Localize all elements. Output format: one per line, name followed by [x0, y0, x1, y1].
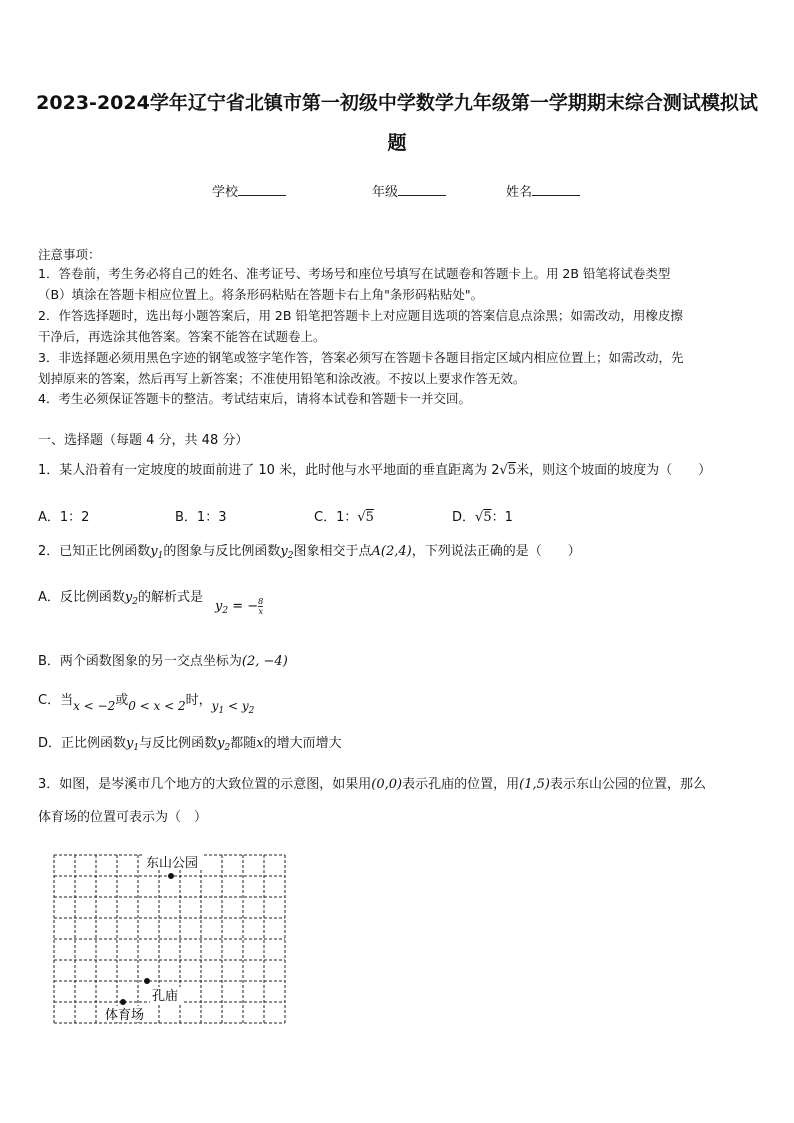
- q2-d-x: x: [256, 736, 264, 751]
- q2-d-text: 的增大而增大: [263, 736, 342, 751]
- q2-text: 图象相交于点: [293, 544, 372, 559]
- name-blank: [532, 183, 580, 196]
- school-blank: [238, 183, 286, 196]
- q2-c-y1: y: [211, 699, 219, 713]
- q2-d-y1: y: [126, 736, 134, 751]
- q1-d-ratio: ：1: [491, 510, 513, 525]
- exam-title: 2023-2024学年辽宁省北镇市第一初级中学数学九年级第一学期期末综合测试模拟试: [36, 92, 758, 114]
- q1-text-end: 米，则这个坡面的坡度为（ ）: [516, 463, 712, 478]
- question-3-stem: [38, 777, 706, 793]
- sqrt-symbol: √: [499, 463, 508, 478]
- q2-d-y1-sub: 1: [133, 743, 140, 753]
- q2-y1: y: [150, 544, 158, 559]
- q2-y2: y: [280, 544, 288, 559]
- q2-c-ineq2: 0 < x < 2: [128, 699, 186, 713]
- notice-line: 干净后，再选涂其他答案。答案不能答在试题卷上。: [38, 329, 326, 344]
- q2-option-a: [38, 586, 203, 607]
- q2-y2-sub: 2: [287, 551, 294, 561]
- q1-option-d: [452, 506, 513, 525]
- notice-line: （B）填涂在答题卡相应位置上。将条形码粘贴在答题卡右上角"条形码粘贴处"。: [38, 287, 484, 302]
- q2-c-ineq1: x < −2: [73, 699, 116, 713]
- question-2-stem: [38, 544, 581, 564]
- sqrt-symbol: √: [475, 510, 484, 525]
- q2-c-y2: < y: [224, 699, 249, 713]
- notice-line: 3．非选择题必须用黑色字迹的钢笔或签字笔作答，答案必须写在答题卡各题目指定区域内相应位置上；如需改动，先: [38, 350, 684, 365]
- q2-d-y2: y: [217, 736, 225, 751]
- q2-option-d: [38, 732, 342, 753]
- q2-a-text: 的解析式是: [138, 590, 204, 605]
- q3-text: 表示东山公园的位置，那么: [549, 777, 706, 792]
- q2-point: A(2,4): [371, 544, 412, 559]
- formula-sub: 2: [222, 606, 229, 616]
- fraction-numerator: 8: [258, 597, 264, 606]
- stadium-label: 体育场: [105, 1008, 145, 1023]
- sqrt-symbol: √: [357, 510, 366, 525]
- q1-d-radicand: 5: [483, 510, 492, 525]
- notice-line: 4．考生必须保证答题卡的整洁。考试结束后，请将本试卷和答题卡一并交回。: [38, 391, 471, 406]
- q2-a-y-sub: 2: [132, 597, 138, 607]
- q2-b-text: B．两个函数图象的另一交点坐标为: [38, 654, 242, 669]
- notice-line: 1．答卷前，考生务必将自己的姓名、准考证号、考场号和座位号填写在试题卷和答题卡上。用 2B 铅笔将试卷类型: [38, 266, 671, 281]
- q1-option-b: B．1：3: [175, 510, 227, 525]
- q2-option-c: [38, 689, 254, 716]
- q2-d-y2-sub: 2: [224, 743, 231, 753]
- grade-field: [372, 181, 446, 200]
- notice-line: 2．作答选择题时，选出每小题答案后，用 2B 铅笔把答题卡上对应题目选项的答案信息点涂黑；如需改动，用橡皮擦: [38, 308, 683, 323]
- park-point: [168, 873, 174, 879]
- grade-label: 年级: [372, 185, 399, 200]
- question-3-stem-end: 体育场的位置可表示为（ ）: [38, 810, 208, 825]
- q2-a-formula: [215, 597, 263, 616]
- school-field: [212, 181, 286, 200]
- fraction-denominator: x: [258, 607, 263, 616]
- formula-y: y: [215, 599, 223, 614]
- grade-blank: [398, 183, 446, 196]
- q1-option-a: A．1：2: [38, 510, 90, 525]
- stadium-point: [120, 999, 126, 1005]
- temple-label: 孔庙: [152, 989, 179, 1004]
- q1-radicand: 5: [507, 463, 517, 478]
- q2-text: ，下列说法正确的是（ ）: [411, 544, 581, 559]
- q1-c-text: C．1：: [314, 510, 358, 525]
- q2-d-text: 与反比例函数: [139, 736, 218, 751]
- q2-d-text: 都随: [230, 736, 257, 751]
- notice-line: 划掉原来的答案，然后再写上新答案；不准使用铅笔和涂改液。不按以上要求作答无效。: [38, 371, 526, 386]
- notice-heading: 注意事项：: [38, 247, 101, 262]
- q1-text: 1．某人沿着有一定坡度的坡面前进了 10 米，此时他与水平地面的垂直距离为 2: [38, 463, 500, 478]
- school-label: 学校: [212, 185, 239, 200]
- formula-fraction: [258, 597, 263, 616]
- formula-eq: = −: [228, 599, 259, 614]
- q1-d-text: D．: [452, 510, 476, 525]
- q2-text: 的图象与反比例函数: [163, 544, 281, 559]
- name-label: 姓名: [506, 185, 533, 200]
- name-field: [506, 181, 580, 200]
- q1-option-c: [314, 506, 374, 525]
- q2-text: 2．已知正比例函数: [38, 544, 151, 559]
- q3-point-origin: (0,0): [371, 777, 403, 792]
- q2-d-text: D．正比例函数: [38, 736, 127, 751]
- q3-text: 3．如图，是岑溪市几个地方的大致位置的示意图，如果用: [38, 777, 372, 792]
- q2-c-y1-sub: 1: [218, 706, 225, 716]
- q3-text: 表示孔庙的位置，用: [402, 777, 520, 792]
- q3-point-park: (1,5): [519, 777, 550, 792]
- question-1-stem: [38, 463, 711, 479]
- q2-c-text: C．当: [38, 693, 74, 708]
- q2-option-b: [38, 650, 288, 669]
- q2-y1-sub: 1: [157, 551, 164, 561]
- q2-a-text: A．反比例函数: [38, 590, 125, 605]
- section-heading: 一、选择题（每题 4 分，共 48 分）: [38, 433, 249, 448]
- location-grid-map: [40, 845, 300, 1035]
- temple-point: [144, 978, 150, 984]
- q2-b-point: (2, −4): [241, 654, 288, 669]
- q2-c-text: 或: [115, 693, 129, 708]
- q2-c-y2-sub: 2: [248, 706, 255, 716]
- park-label: 东山公园: [146, 856, 199, 871]
- q2-c-text: 时，: [185, 693, 212, 708]
- exam-title-continued: 题: [387, 132, 407, 154]
- q1-c-radicand: 5: [365, 510, 374, 525]
- q2-a-y: y: [124, 590, 133, 605]
